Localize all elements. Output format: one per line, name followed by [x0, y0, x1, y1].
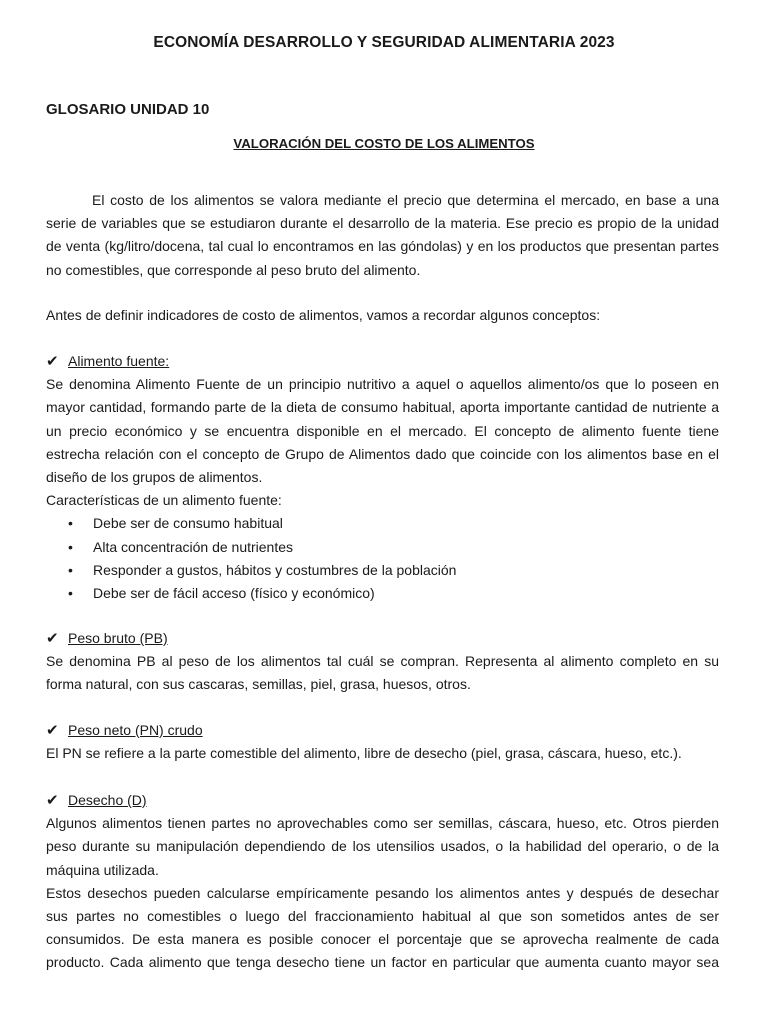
paragraph-line: El PN se refiere a la parte comestible del alimento, libre de desecho (piel, grasa, cáscara, hueso, etc.). — [46, 745, 682, 762]
list-item — [46, 559, 719, 582]
paragraph-line: forma natural, con sus cascaras, semillas, piel, grasa, huesos, otros. — [46, 676, 471, 693]
concept-heading-peso-neto — [46, 719, 719, 742]
check-icon: ✔ — [46, 792, 59, 809]
paragraph-line: Se denomina PB al peso de los alimentos tal cuál se compran. Representa al alimento completo en su — [46, 653, 719, 670]
intro-paragraph — [46, 189, 719, 282]
section-peso-bruto — [46, 627, 719, 697]
section-desecho — [46, 789, 719, 975]
list-item — [46, 512, 719, 535]
check-icon: ✔ — [46, 722, 59, 739]
paragraph-line: producto. Cada alimento que tenga desecho tiene un factor en particular que aumenta cuanto mayor sea — [46, 954, 719, 971]
paragraph-line: un precio económico y se encuentra disponible en el mercado. El concepto de alimento fuente tiene — [46, 422, 719, 439]
characteristics-list — [46, 512, 719, 605]
list-item-text: Debe ser de consumo habitual — [93, 515, 283, 532]
list-item — [46, 582, 719, 605]
check-icon: ✔ — [46, 630, 59, 647]
paragraph-line: consumidos. De esta manera es posible conocer el porcentaje que se aprovecha realmente de cada — [46, 931, 719, 948]
paragraph-line: Algunos alimentos tienen partes no aprovechables como ser semillas, cáscara, hueso, etc. Otros pierden — [46, 815, 719, 832]
section-alimento-fuente — [46, 350, 719, 605]
header-title: ECONOMÍA DESARROLLO Y SEGURIDAD ALIMENTARIA 2023 — [153, 34, 615, 51]
concept-heading-peso-bruto — [46, 627, 719, 650]
paragraph-line: Estos desechos pueden calcularse empíricamente pesando los alimentos antes y después de desechar — [46, 884, 719, 901]
paragraph-line: Se denomina Alimento Fuente de un principio nutritivo a aquel o aquellos alimento/os que lo poseen en — [46, 376, 719, 393]
paragraph-line: sus partes no comestibles o luego del fraccionamiento habitual al que son sometidos antes de ser — [46, 908, 719, 925]
paragraph-line: no comestibles, que corresponde al peso bruto del alimento. — [46, 261, 421, 278]
document-title: VALORACIÓN DEL COSTO DE LOS ALIMENTOS — [233, 136, 535, 151]
concept-heading-label: Alimento fuente: — [68, 353, 170, 369]
lead-text: Antes de definir indicadores de costo de alimentos, vamos a recordar algunos conceptos: — [46, 307, 601, 323]
paragraph-line: de venta (kg/litro/docena, tal cual lo encontramos en las góndolas) y en los productos que presentan partes — [46, 238, 719, 255]
bullet-icon: • — [68, 585, 73, 602]
paragraph-line: mayor cantidad, formando parte de la dieta de consumo habitual, aporta importante cantidad de nutriente a — [46, 399, 719, 416]
concept-heading-label: Desecho (D) — [68, 792, 147, 808]
intro-lead — [46, 304, 719, 327]
paragraph-line: máquina utilizada. — [46, 861, 159, 878]
concept-heading-alimento-fuente — [46, 350, 719, 373]
paragraph-line: estrecha relación con el concepto de Grupo de Alimentos dado que coincide con los alimentos base en el — [46, 445, 719, 462]
list-item-text: Debe ser de fácil acceso (físico y económico) — [93, 585, 375, 602]
list-item-text: Alta concentración de nutrientes — [93, 538, 294, 555]
concept-heading-desecho — [46, 789, 719, 812]
section-peso-neto — [46, 719, 719, 765]
bullet-icon: • — [68, 538, 73, 555]
concept-heading-label: Peso neto (PN) crudo — [68, 722, 203, 738]
paragraph-line: peso durante su manipulación dependiendo de los utensilios usados, o la habilidad del operario, o de la — [46, 838, 719, 855]
paragraph-line: diseño de los grupos de alimentos. — [46, 469, 263, 486]
paragraph-line: serie de variables que se estudiaron durante el desarrollo de la materia. Ese precio es propio de la unidad — [46, 215, 719, 232]
characteristics-label: Características de un alimento fuente: — [46, 492, 282, 509]
concept-heading-label: Peso bruto (PB) — [68, 630, 168, 646]
bullet-icon: • — [68, 561, 73, 578]
bullet-icon: • — [68, 515, 73, 532]
paragraph-line: El costo de los alimentos se valora mediante el precio que determina el mercado, en base a una — [92, 192, 719, 208]
list-item-text: Responder a gustos, hábitos y costumbres de la población — [93, 561, 457, 578]
section-title: GLOSARIO UNIDAD 10 — [46, 101, 210, 118]
check-icon: ✔ — [46, 353, 59, 370]
list-item — [46, 536, 719, 559]
